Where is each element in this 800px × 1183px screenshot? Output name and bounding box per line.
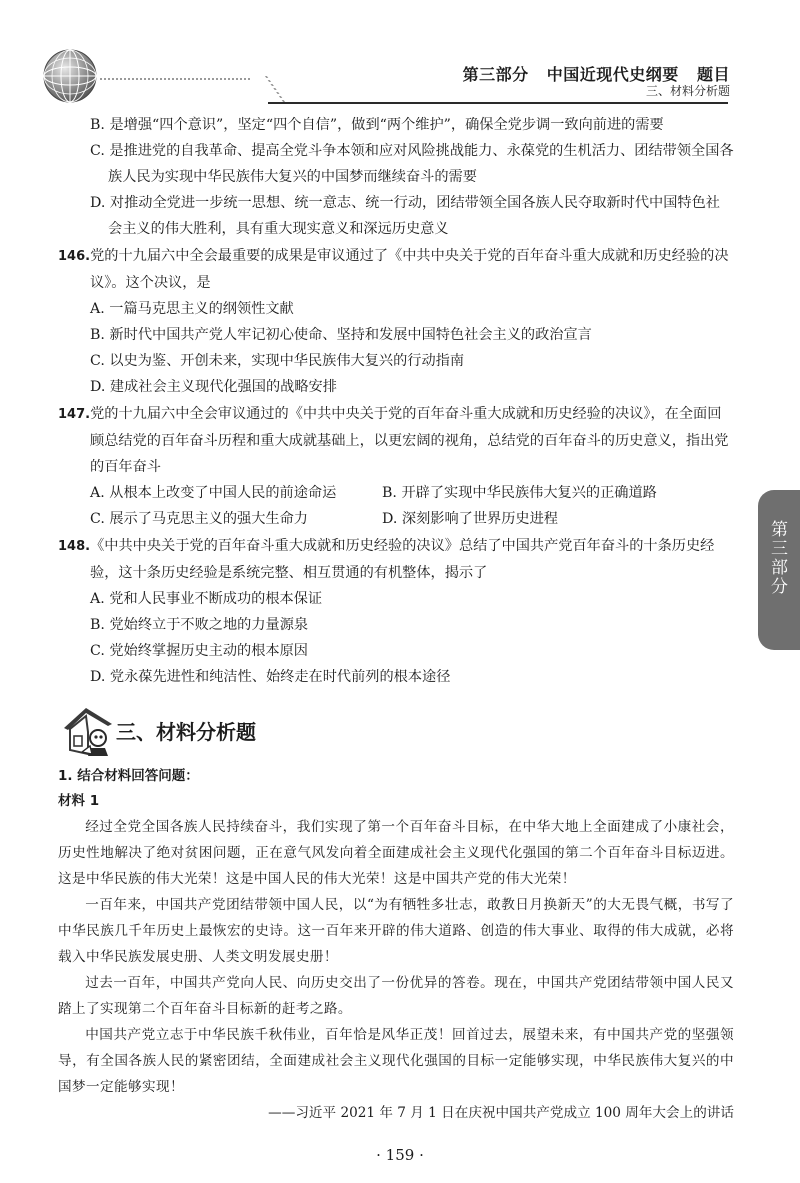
question-number: 147.: [58, 407, 91, 422]
q146-option-d: D. 建成社会主义现代化强国的战略安排: [90, 379, 337, 395]
q146-option-b: B. 新时代中国共产党人牢记初心使命、坚持和发展中国特色社会主义的政治宣言: [90, 327, 592, 343]
material-label: 材料 1: [58, 793, 100, 809]
question-number: 146.: [58, 249, 91, 264]
q146-option-a: A. 一篇马克思主义的纲领性文献: [90, 301, 294, 317]
q147-option-c: C. 展示了马克思主义的强大生命力: [90, 511, 308, 527]
globe-icon: [40, 46, 100, 106]
question-number: 148.: [58, 539, 91, 554]
q147-options-row-2: [90, 506, 734, 532]
question-147: [58, 401, 734, 480]
material-paragraph-2: 一百年来，中国共产党团结带领中国人民，以“为有牺牲多壮志，敢教日月换新天”的大无畏气概，书写了中华民族几千年历史上最恢宏的史诗。这一百年来开辟的伟大道路、创造的伟大事业、取得的伟大成就，必将载入中华民族发展史册、人类文明发展史册！: [58, 897, 734, 965]
q148-option-d: D. 党永葆先进性和纯洁性、始终走在时代前列的根本途径: [90, 669, 451, 685]
question-146: [58, 243, 734, 296]
page-number: · 159 ·: [376, 1146, 424, 1164]
section-side-tab: [758, 490, 800, 650]
question-stem: 《中共中央关于党的百年奋斗重大成就和历史经验的决议》总结了中国共产党百年奋斗的十条历史经验，这十条历史经验是系统完整、相互贯通的有机整体，揭示了: [90, 538, 715, 581]
q147-option-b: B. 开辟了实现中华民族伟大复兴的正确道路: [382, 485, 657, 501]
material-paragraph-1: 经过全党全国各族人民持续奋斗，我们实现了第一个百年奋斗目标，在中华大地上全面建成了小康社会，历史性地解决了绝对贫困问题，正在意气风发向着全面建成社会主义现代化强国的第二个百年奋斗目标迈进。这是中华民族的伟大光荣！这是中国人民的伟大光荣！这是中国共产党的伟大光荣！: [58, 819, 734, 887]
q147-option-d: D. 深刻影响了世界历史进程: [382, 511, 558, 527]
q148-option-c: C. 党始终掌握历史主动的根本原因: [90, 643, 308, 659]
q147-option-a: A. 从根本上改变了中国人民的前途命运: [90, 485, 337, 501]
q145-option-d: D. 对推动全党进一步统一思想、统一意志、统一行动，团结带领全国各族人民夺取新时代中国特色社会主义的伟大胜利，具有重大现实意义和深远历史意义: [90, 195, 720, 237]
material-paragraph-4: 中国共产党立志于中华民族千秋伟业，百年恰是风华正茂！回首过去，展望未来，有中国共产党的坚强领导，有全国各族人民的紧密团结，全面建成社会主义现代化强国的目标一定能够实现，中华民族伟大复兴的中国梦一定能够实现！: [58, 1027, 734, 1095]
question-stem: 党的十九届六中全会最重要的成果是审议通过了《中共中央关于党的百年奋斗重大成就和历史经验的决议》。这个决议，是: [90, 248, 729, 291]
side-tab-label: 第三部分: [767, 520, 787, 596]
q147-options-row-1: [90, 480, 734, 506]
header-dotted-diagonal: [235, 76, 285, 102]
q148-option-b: B. 党始终立于不败之地的力量源泉: [90, 617, 309, 633]
material-paragraph-3: 过去一百年，中国共产党向人民、向历史交出了一份优异的答卷。现在，中国共产党团结带领中国人民又踏上了实现第二个百年奋斗目标新的赶考之路。: [58, 975, 734, 1017]
q148-option-a: A. 党和人民事业不断成功的根本保证: [90, 591, 323, 607]
header-dotted-line: [100, 78, 250, 80]
section-title: 三、材料分析题: [116, 720, 256, 744]
house-reader-icon: [58, 702, 120, 760]
header-rule: [268, 102, 728, 104]
page-content: [58, 112, 734, 1126]
section-heading: [58, 702, 734, 762]
q145-option-b: B. 是增强“四个意识”，坚定“四个自信”，做到“两个维护”，确保全党步调一致向前进的需要: [90, 117, 664, 133]
question-148: [58, 533, 734, 586]
q145-option-c: C. 是推进党的自我革命、提高全党斗争本领和应对风险挑战能力、永葆党的生机活力、团结带领全国各族人民为实现中华民族伟大复兴的中国梦而继续奋斗的需要: [90, 143, 734, 185]
question-stem: 党的十九届六中全会审议通过的《中共中央关于党的百年奋斗重大成就和历史经验的决议》，在全面回顾总结党的百年奋斗历程和重大成就基础上，以更宏阔的视角，总结党的百年奋斗的历史意义，指出党的百年奋斗: [90, 406, 729, 475]
material-question: 1. 结合材料回答问题：: [58, 768, 199, 784]
header-title: 第三部分 中国近现代史纲要 题目: [462, 65, 730, 84]
header-subtitle: 三、材料分析题: [645, 84, 730, 98]
q146-option-c: C. 以史为鉴、开创未来，实现中华民族伟大复兴的行动指南: [90, 353, 465, 369]
material-source: ——习近平 2021 年 7 月 1 日在庆祝中国共产党成立 100 周年大会上的讲话: [268, 1105, 734, 1121]
